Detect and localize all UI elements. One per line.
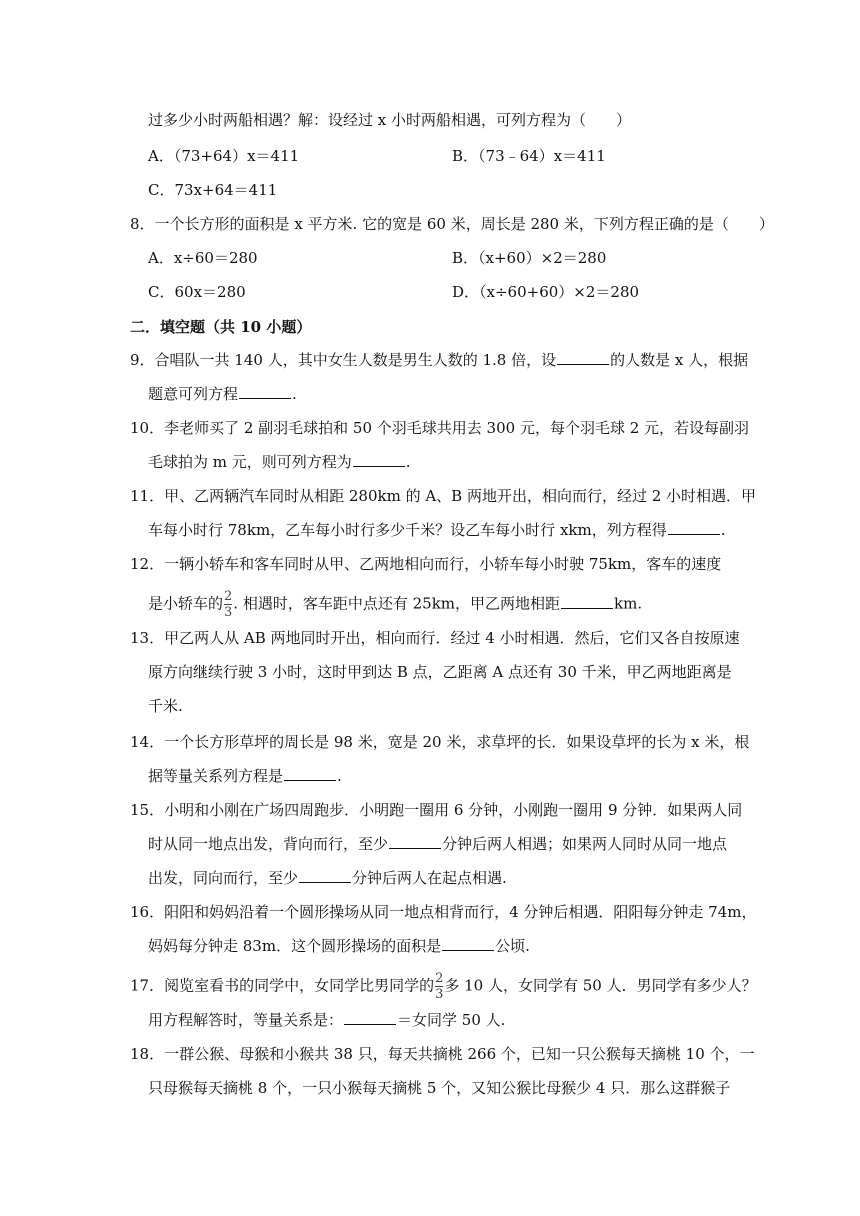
q12-blank (561, 594, 613, 609)
q15-line1: 15．小明和小刚在广场四周跑步．小明跑一圈用 6 分钟，小刚跑一圈用 9 分钟．如果两人同 (130, 801, 743, 819)
q16-blank (442, 936, 494, 951)
q9-line1 (130, 350, 748, 370)
q9-blank-1 (557, 350, 609, 365)
q15-line2 (148, 834, 727, 854)
q8-option-b: B．（x+60）×2＝280 (452, 249, 607, 267)
q14-text-1: 据等量关系列方程是 (148, 767, 284, 785)
q17-text-3: 用方程解答时，等量关系是： (148, 1011, 344, 1029)
q9-blank-2 (239, 384, 291, 399)
q12-text-3: km. (614, 594, 643, 613)
q15-blank-1 (389, 834, 441, 849)
q7-option-a: A．（73+64）x＝411 (148, 147, 300, 165)
q8-option-c: C．60x＝280 (148, 283, 246, 301)
q7-tail: 过多少小时两船相遇？解：设经过 x 小时两船相遇，可列方程为（ ） (148, 111, 631, 129)
q17-blank (344, 1010, 396, 1025)
q17-frac-num: 2 (435, 971, 444, 986)
q11-text-1: 车每小时行 78km，乙车每小时行多少千米？设乙车每小时行 xkm，列方程得 (148, 521, 667, 539)
q11-blank (668, 520, 720, 535)
q15-blank-2 (299, 868, 351, 883)
q11-line2 (148, 520, 726, 540)
q11-text-2: . (720, 521, 726, 539)
q17-line1 (130, 972, 757, 1001)
q10-text-1: 毛球拍为 m 元，则可列方程为 (148, 453, 352, 471)
q17-text-2: 多 10 人，女同学有 50 人．男同学有多少人？ (444, 976, 757, 995)
q8-option-d: D．（x÷60+60）×2＝280 (452, 283, 640, 301)
q12-frac-num: 2 (224, 589, 233, 604)
q9-text-3: 题意可列方程 (148, 385, 239, 403)
section-title: 二．填空题（共 10 小题） (130, 318, 312, 336)
q18-line1: 18．一群公猴、母猴和小猴共 38 只，每天共摘桃 266 个，已知一只公猴每天摘桃 10 个，一 (130, 1045, 755, 1063)
q15-text-3: 出发，同向而行，至少 (148, 869, 299, 887)
q14-line1: 14．一个长方形草坪的周长是 98 米，宽是 20 米，求草坪的长．如果设草坪的长为 x 米，根 (130, 733, 750, 751)
q10-blank (353, 452, 405, 467)
q15-text-1: 时从同一地点出发，背向而行，至少 (148, 835, 389, 853)
q14-text-2: . (337, 767, 342, 785)
q15-line3 (148, 868, 507, 888)
q12-text-1: 是小轿车的 (148, 594, 224, 613)
q17-text-1: 17．阅览室看书的同学中，女同学比男同学的 (130, 976, 435, 995)
q7-option-b: B．（73﹣64）x＝411 (452, 147, 606, 165)
q12-line2 (148, 590, 642, 619)
q16-text-2: 公顷. (495, 937, 530, 955)
q17-line2 (148, 1010, 505, 1030)
q7-option-c: C．73x+64＝411 (148, 181, 278, 199)
q9-text-2: 的人数是 x 人，根据 (610, 351, 749, 369)
q10-line1: 10．李老师买了 2 副羽毛球拍和 50 个羽毛球共用去 300 元，每个羽毛球 2 元，若设每副羽 (130, 419, 750, 437)
q16-line1: 16．阳阳和妈妈沿着一个圆形操场从同一地点相背而行，4 分钟后相遇．阳阳每分钟走 74m， (130, 903, 757, 921)
q13-line3: 千米. (148, 697, 183, 715)
q16-text-1: 妈妈每分钟走 83m．这个圆形操场的面积是 (148, 937, 442, 955)
q11-line1: 11．甲、乙两辆汽车同时从相距 280km 的 A、B 两地开出，相向而行，经过 2 小时相遇．甲 (130, 487, 757, 505)
q17-fraction (435, 972, 443, 1001)
q10-line2 (148, 452, 411, 472)
q13-line2: 原方向继续行驶 3 小时，这时甲到达 B 点，乙距离 A 点还有 30 千米，甲乙两地距离是 (148, 663, 732, 681)
q9-text-1: 9．合唱队一共 140 人，其中女生人数是男生人数的 1.8 倍，设 (130, 351, 557, 369)
q17-text-4: ＝女同学 50 人. (397, 1011, 506, 1029)
q12-text-2: . 相遇时，客车距中点还有 25km，甲乙两地相距 (233, 594, 561, 613)
q15-text-2: 分钟后两人相遇；如果两人同时从同一地点 (442, 835, 728, 853)
q18-line2: 只母猴每天摘桃 8 个，一只小猴每天摘桃 5 个，又知公猴比母猴少 4 只．那么这群猴子 (148, 1079, 731, 1097)
q12-fraction (224, 590, 232, 619)
q10-text-2: . (405, 453, 411, 471)
q14-blank (284, 766, 336, 781)
q17-frac-den: 3 (435, 987, 444, 1002)
q14-line2 (148, 766, 342, 786)
q8-option-a: A．x÷60＝280 (148, 249, 258, 267)
q16-line2 (148, 936, 530, 956)
q12-line1: 12．一辆小轿车和客车同时从甲、乙两地相向而行，小轿车每小时驶 75km，客车的速度 (130, 555, 722, 573)
q12-frac-den: 3 (224, 605, 233, 620)
q9-text-4: . (292, 385, 297, 403)
q9-line2 (148, 384, 297, 404)
q13-line1: 13．甲乙两人从 AB 两地同时开出，相向而行．经过 4 小时相遇．然后，它们又各自按原速 (130, 629, 740, 647)
q15-text-4: 分钟后两人在起点相遇. (352, 869, 507, 887)
q8-stem: 8．一个长方形的面积是 x 平方米. 它的宽是 60 米，周长是 280 米，下列方程正确的是（ ） (130, 215, 774, 233)
